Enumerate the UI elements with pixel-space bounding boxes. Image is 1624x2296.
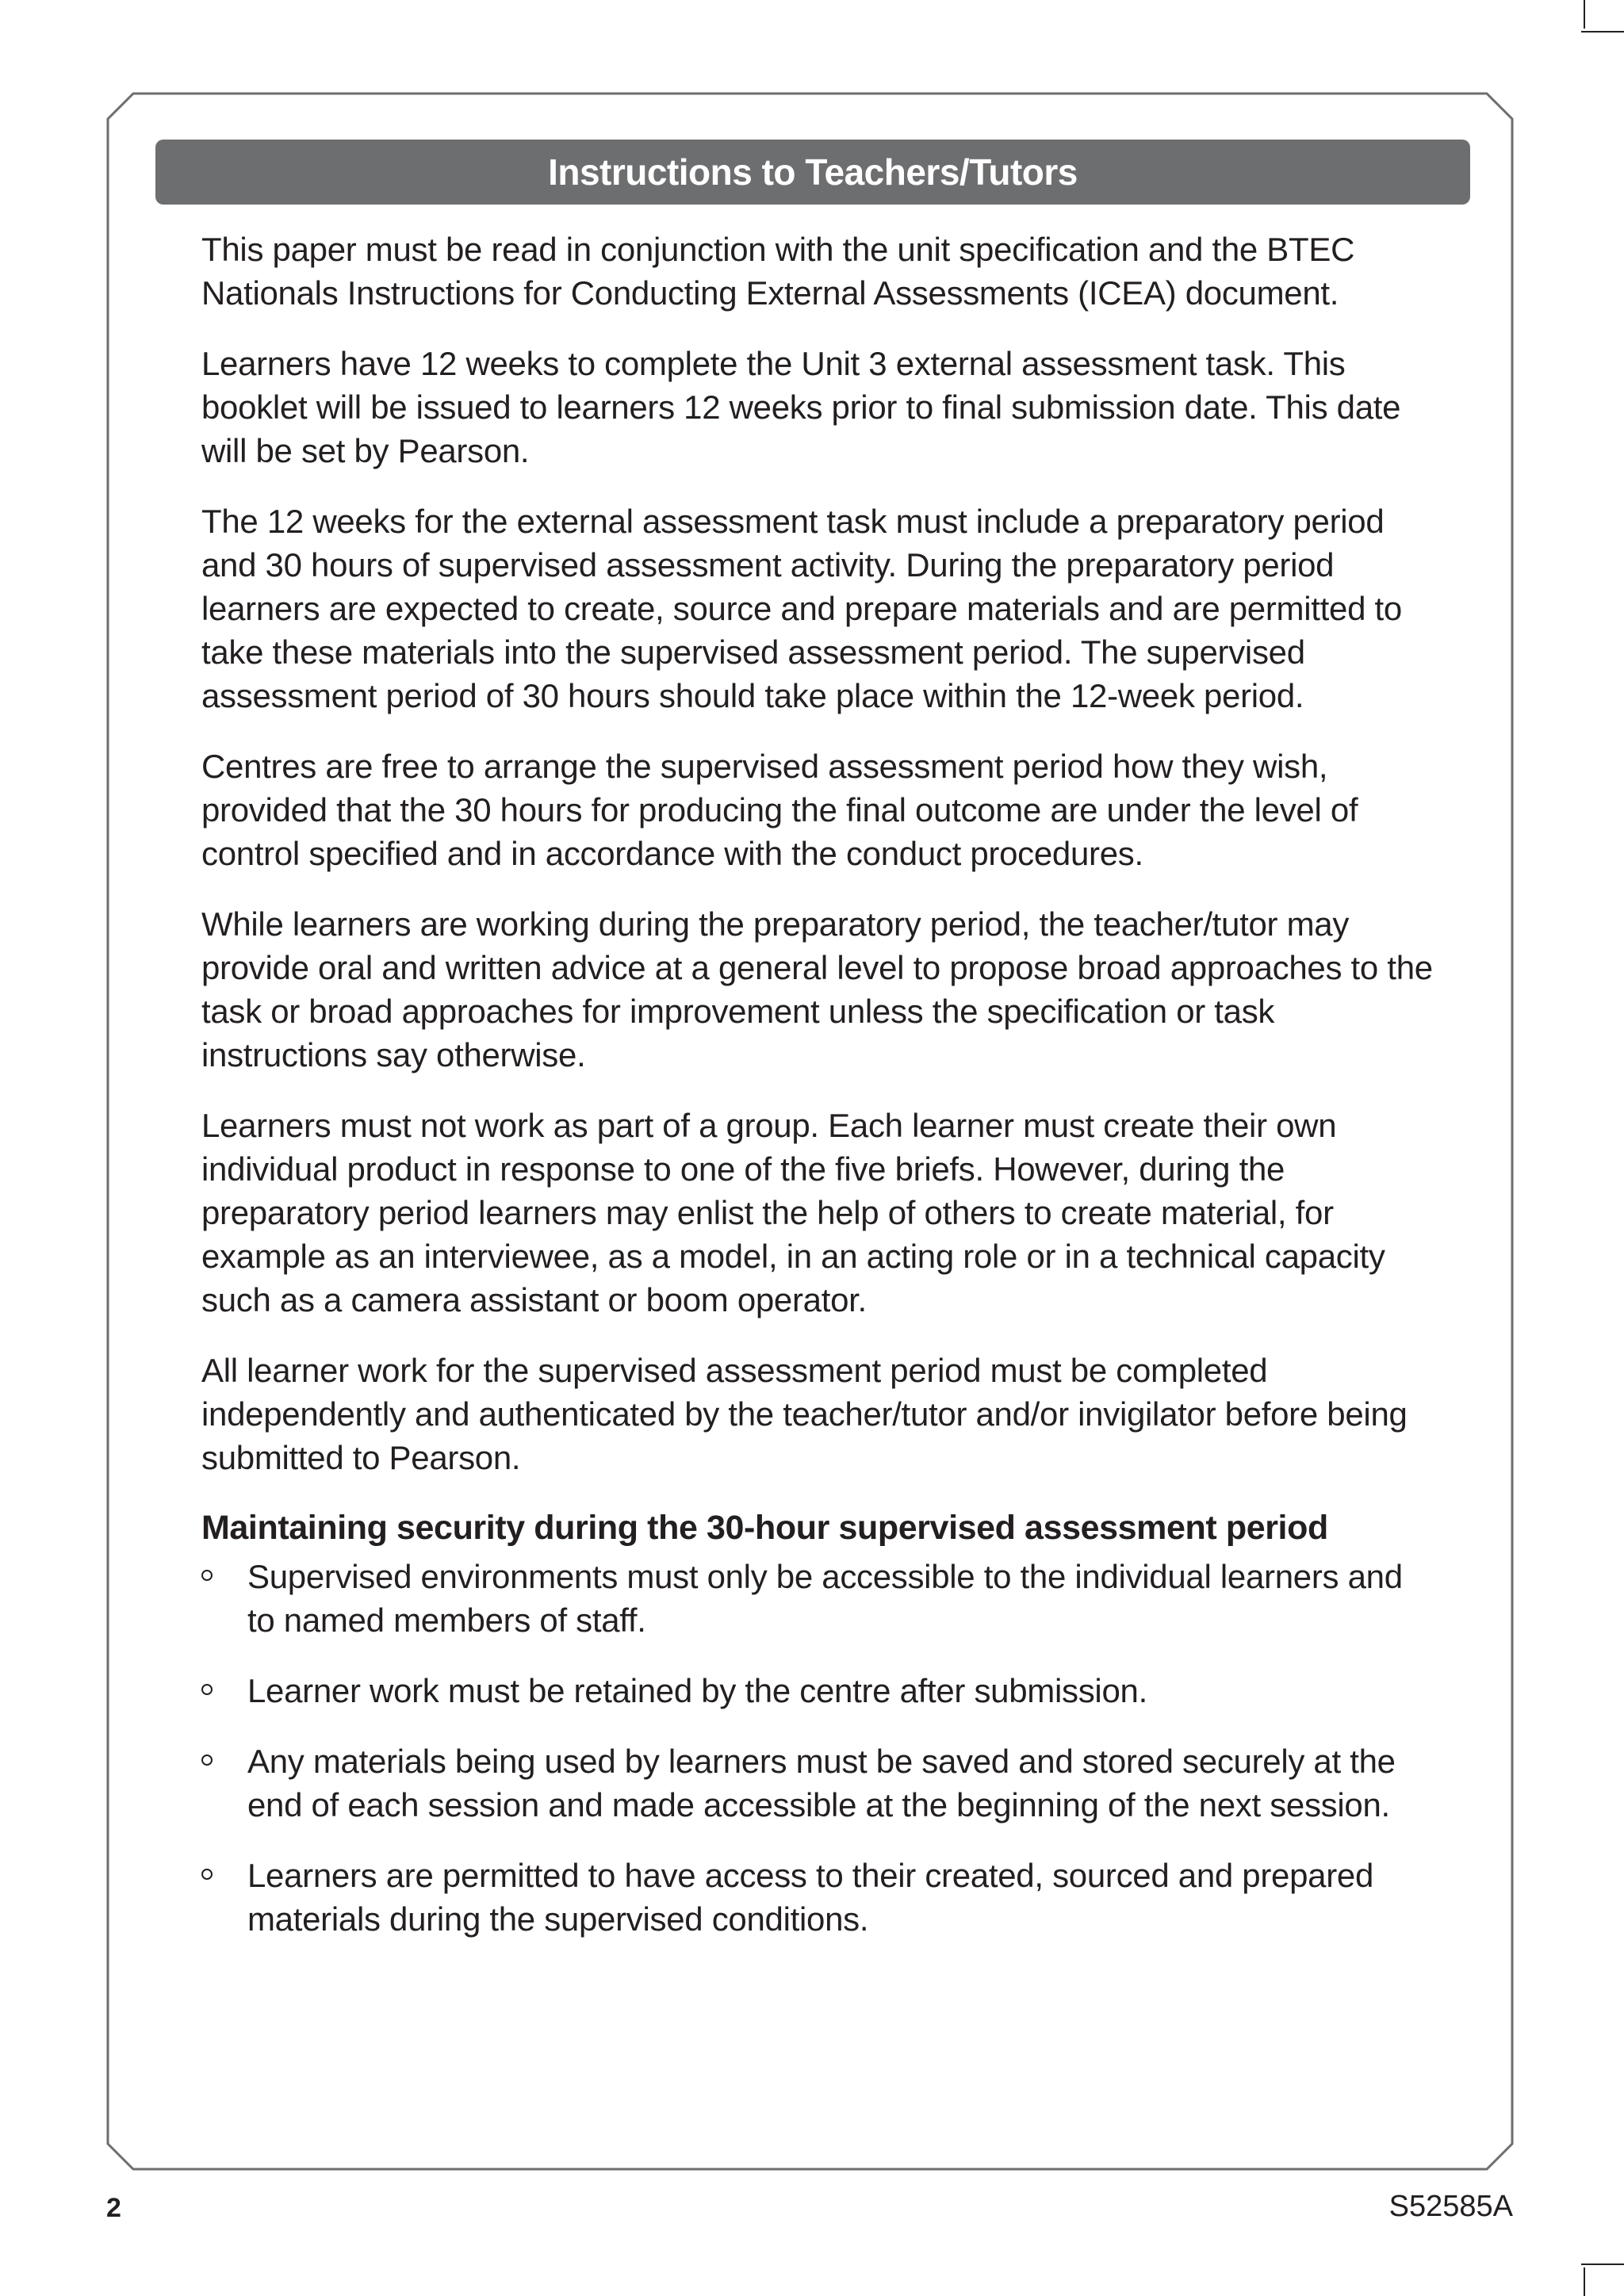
circle-bullet-icon — [201, 1684, 213, 1695]
list-item-text: Any materials being used by learners must be saved and stored securely at the end of each session and made accessible at the beginning of the next session. — [247, 1743, 1396, 1823]
paragraph: Learners have 12 weeks to complete the Unit 3 external assessment task. This booklet will be issued to learners 12 weeks prior to final submission date. This date will be set by Pearson. — [201, 345, 1401, 469]
list-item — [201, 1555, 1438, 1642]
paragraph: Learners must not work as part of a group. Each learner must create their own individual product in response to one of the five briefs. However, during the preparatory period learners may enlist the help of others to create material, for example as an interviewee, as a model, in an acting role or in a technical capacity such as a camera assistant or boom operator. — [201, 1107, 1385, 1318]
page-number: 2 — [106, 2193, 121, 2223]
section-header-title: Instructions to Teachers/Tutors — [548, 151, 1078, 193]
list-item — [201, 1669, 1438, 1712]
paragraph: This paper must be read in conjunction with the unit specification and the BTEC Nationals Instructions for Conducting External Assessments (ICEA) document. — [201, 231, 1355, 312]
circle-bullet-icon — [201, 1570, 213, 1581]
paragraph: All learner work for the supervised assessment period must be completed independently and authenticated by the teacher/tutor and/or invigilator before being submitted to Pearson. — [201, 1352, 1408, 1476]
paragraph: While learners are working during the preparatory period, the teacher/tutor may provide oral and written advice at a general level to propose broad approaches to the task or broad approaches for improvement unless the specification or task instructions say otherwise. — [201, 905, 1433, 1073]
list-item-text: Supervised environments must only be accessible to the individual learners and to named members of staff. — [247, 1558, 1403, 1639]
document-code: S52585A — [1388, 2190, 1513, 2223]
security-bullet-list — [201, 1555, 1438, 1941]
list-item — [201, 1739, 1438, 1827]
circle-bullet-icon — [201, 1755, 213, 1766]
instructions-body — [201, 228, 1438, 1968]
security-heading: Maintaining security during the 30-hour supervised assessment period — [201, 1509, 1328, 1547]
paragraph: Centres are free to arrange the supervised assessment period how they wish, provided that the 30 hours for producing the final outcome are under the level of control specified and in accordance with the conduct procedures. — [201, 748, 1358, 872]
paragraph: The 12 weeks for the external assessment task must include a preparatory period and 30 hours of supervised assessment activity. During the preparatory period learners are expected to create, source and prepare materials and are permitted to take these materials into the supervised assessment period. The supervised assessment period of 30 hours should take place within the 12-week period. — [201, 503, 1402, 714]
list-item — [201, 1854, 1438, 1941]
crop-marks — [1581, 0, 1624, 2296]
section-header — [155, 140, 1470, 205]
circle-bullet-icon — [201, 1869, 213, 1880]
list-item-text: Learners are permitted to have access to their created, sourced and prepared materials during the supervised conditions. — [247, 1857, 1374, 1938]
list-item-text: Learner work must be retained by the centre after submission. — [247, 1672, 1147, 1709]
